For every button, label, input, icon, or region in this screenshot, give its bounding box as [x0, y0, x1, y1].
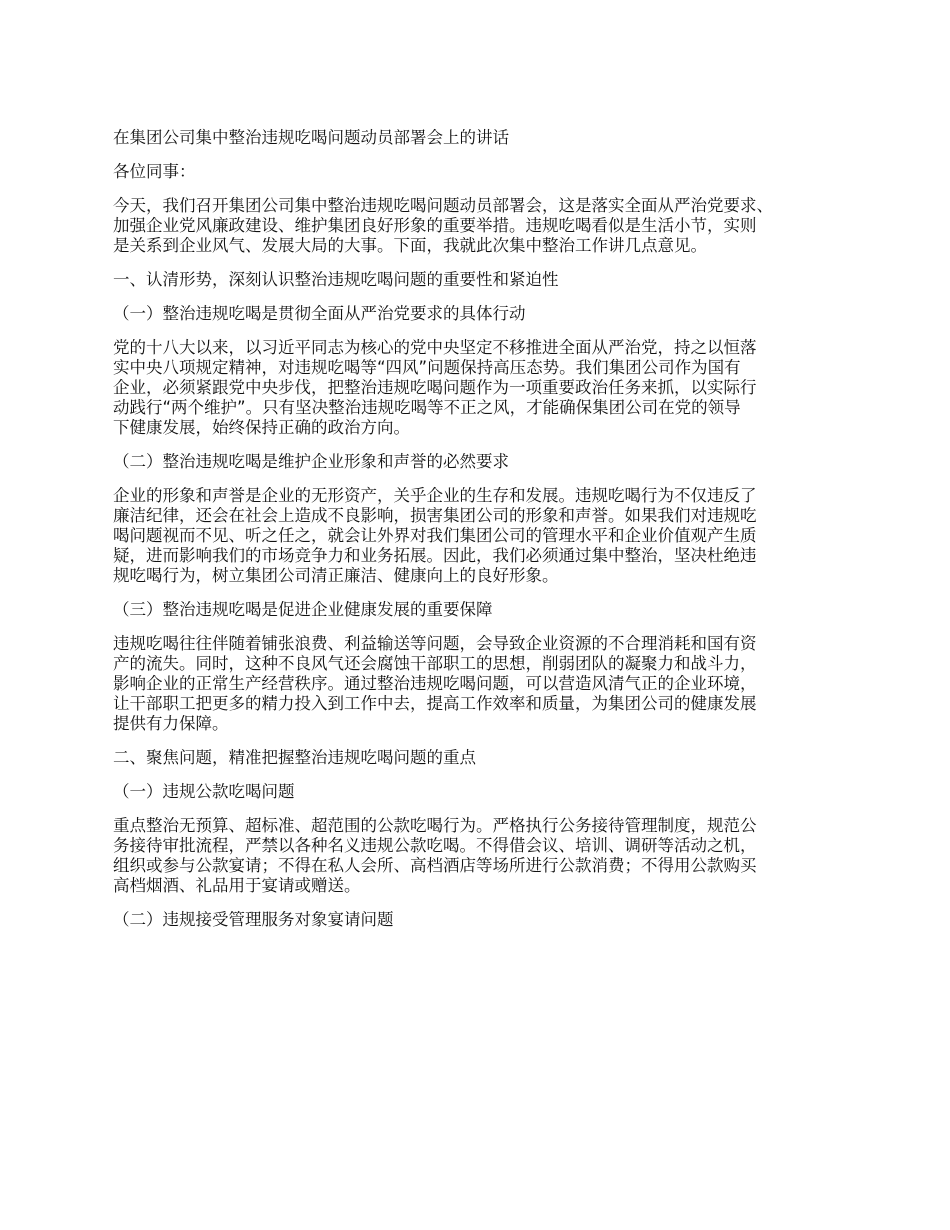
intro-paragraph: 今天，我们召开集团公司集中整治违规吃喝问题动员部署会，这是落实全面从严治党要求、 加强企业党风廉政建设、维护集团良好形象的重要举措。违规吃喝看似是生活小节，实则 是关系到企业风气、发展大局的大事。下面，我就此次集中整治工作讲几点意见。 — [113, 196, 773, 255]
paragraph-1-1: 党的十八大以来，以习近平同志为核心的党中央坚定不移推进全面从严治党，持之以恒落 实中央八项规定精神，对违规吃喝等“四风”问题保持高压态势。我们集团公司作为国有 企业，必须紧跟党中央步伐，把整治违规吃喝问题作为一项重要政治任务来抓，以实际行 动践行“两个维护”。只有坚决整治违规吃喝等不正之风，才能确保集团公司在党的领导 下健康发展，始终保持正确的政治方向。 — [113, 338, 757, 437]
subheading-1-1: （一）整治违规吃喝是贯彻全面从严治党要求的具体行动 — [113, 304, 526, 323]
section-heading-1: 一、认清形势，深刻认识整治违规吃喝问题的重要性和紧迫性 — [113, 270, 559, 289]
paragraph-1-3: 违规吃喝往往伴随着铺张浪费、利益输送等问题，会导致企业资源的不合理消耗和国有资 产的流失。同时，这种不良风气还会腐蚀干部职工的思想，削弱团队的凝聚力和战斗力， 影响企业的正常生产经营秩序。通过整治违规吃喝问题，可以营造风清气正的企业环境， 让干部职工把更多的精力投入到工作中去，提高工作效率和质量，为集团公司的健康发展 提供有力保障。 — [113, 634, 757, 733]
paragraph-1-2: 企业的形象和声誉是企业的无形资产，关乎企业的生存和发展。违规吃喝行为不仅违反了 廉洁纪律，还会在社会上造成不良影响，损害集团公司的形象和声誉。如果我们对违规吃 喝问题视而不见、听之任之，就会让外界对我们集团公司的管理水平和企业价值观产生质 疑，进而影响我们的市场竞争力和业务拓展。因此，我们必须通过集中整治，坚决杜绝违 规吃喝行为，树立集团公司清正廉洁、健康向上的良好形象。 — [113, 486, 757, 585]
subheading-2-2: （二）违规接受管理服务对象宴请问题 — [113, 910, 394, 929]
greeting: 各位同事： — [113, 162, 196, 181]
subheading-1-2: （二）整治违规吃喝是维护企业形象和声誉的必然要求 — [113, 452, 509, 471]
document-title: 在集团公司集中整治违规吃喝问题动员部署会上的讲话 — [113, 128, 509, 147]
subheading-1-3: （三）整治违规吃喝是促进企业健康发展的重要保障 — [113, 600, 493, 619]
paragraph-2-1: 重点整治无预算、超标准、超范围的公款吃喝行为。严格执行公务接待管理制度，规范公 务接待审批流程，严禁以各种名义违规公款吃喝。不得借会议、培训、调研等活动之机， 组织或参与公款宴请；不得在私人会所、高档酒店等场所进行公款消费；不得用公款购买 高档烟酒、礼品用于宴请或赠送。 — [113, 816, 757, 895]
document-page — [113, 125, 853, 930]
subheading-2-1: （一）违规公款吃喝问题 — [113, 782, 295, 801]
section-heading-2: 二、聚焦问题，精准把握整治违规吃喝问题的重点 — [113, 748, 476, 767]
